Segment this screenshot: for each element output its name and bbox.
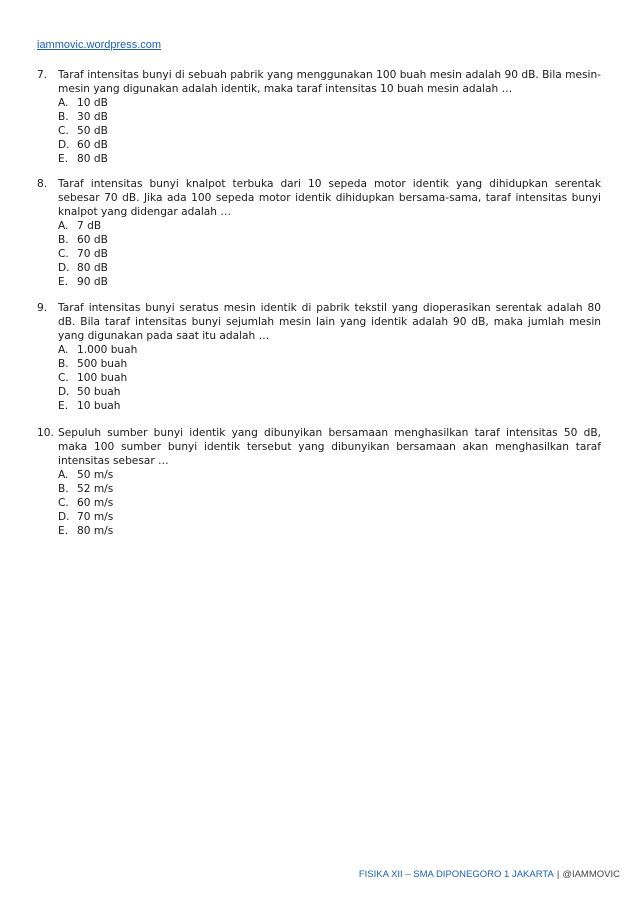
- option-text: 50 m/s: [77, 469, 114, 481]
- option-b: [58, 482, 601, 496]
- question-text: Taraf intensitas bunyi knalpot terbuka dari 10 sepeda motor identik yang dihidupkan serentak sebesar 70 dB. Jika ada 100 sepeda motor identik dihidupkan bersama-sama, taraf intensitas bunyi knalpot yang didengar adalah …: [58, 178, 601, 218]
- option-a: [58, 468, 601, 482]
- option-letter: B.: [58, 234, 69, 246]
- option-text: 80 m/s: [77, 525, 114, 537]
- option-list: [58, 468, 601, 538]
- question-7: [37, 68, 601, 166]
- option-text: 30 dB: [77, 111, 108, 123]
- option-text: 80 dB: [77, 153, 108, 165]
- option-text: 50 dB: [77, 125, 108, 137]
- option-e: [58, 152, 601, 166]
- option-letter: A.: [58, 469, 69, 481]
- option-list: [58, 219, 601, 289]
- option-text: 10 dB: [77, 97, 108, 109]
- option-letter: A.: [58, 344, 69, 356]
- option-c: [58, 247, 601, 261]
- option-list: [58, 343, 601, 413]
- option-c: [58, 496, 601, 510]
- option-e: [58, 275, 601, 289]
- option-text: 10 buah: [77, 400, 121, 412]
- site-link[interactable]: iammovic.wordpress.com: [37, 39, 162, 51]
- page-footer: [359, 869, 620, 880]
- option-text: 100 buah: [77, 372, 128, 384]
- option-letter: C.: [58, 497, 69, 509]
- option-b: [58, 110, 601, 124]
- option-text: 60 dB: [77, 234, 108, 246]
- option-a: [58, 96, 601, 110]
- option-letter: A.: [58, 220, 69, 232]
- option-text: 50 buah: [77, 386, 121, 398]
- option-letter: D.: [58, 262, 70, 274]
- option-text: 500 buah: [77, 358, 128, 370]
- question-text: Sepuluh sumber bunyi identik yang dibunyikan bersamaan menghasilkan taraf intensitas 50 dB, maka 100 sumber bunyi identik tersebut yang dibunyikan bersamaan akan menghasilkan taraf intensitas sebesar …: [58, 427, 601, 467]
- option-letter: C.: [58, 372, 69, 384]
- question-number: 8.: [37, 178, 48, 190]
- option-d: [58, 138, 601, 152]
- option-letter: B.: [58, 111, 69, 123]
- option-text: 70 m/s: [77, 511, 114, 523]
- option-letter: C.: [58, 248, 69, 260]
- option-list: [58, 96, 601, 166]
- option-letter: A.: [58, 97, 69, 109]
- option-c: [58, 371, 601, 385]
- option-letter: D.: [58, 511, 70, 523]
- footer-course: FISIKA XII – SMA DIPONEGORO 1 JAKARTA: [358, 869, 554, 880]
- option-letter: C.: [58, 125, 69, 137]
- option-d: [58, 385, 601, 399]
- question-number: 10.: [37, 427, 54, 439]
- option-text: 90 dB: [77, 276, 108, 288]
- option-e: [58, 524, 601, 538]
- option-text: 70 dB: [77, 248, 108, 260]
- question-text: Taraf intensitas bunyi seratus mesin identik di pabrik tekstil yang dioperasikan serentak adalah 80 dB. Bila taraf intensitas bunyi sejumlah mesin lain yang identik adalah 90 dB, maka jumlah mesin yang digunakan pada saat itu adalah …: [58, 302, 601, 342]
- option-text: 1.000 buah: [77, 344, 138, 356]
- option-b: [58, 233, 601, 247]
- option-text: 52 m/s: [77, 483, 114, 495]
- option-letter: D.: [58, 386, 70, 398]
- option-e: [58, 399, 601, 413]
- question-number: 7.: [37, 69, 48, 81]
- option-d: [58, 261, 601, 275]
- option-letter: E.: [58, 525, 69, 537]
- option-letter: B.: [58, 483, 69, 495]
- option-d: [58, 510, 601, 524]
- option-text: 60 dB: [77, 139, 108, 151]
- option-letter: E.: [58, 276, 69, 288]
- question-10: [37, 426, 601, 538]
- option-letter: B.: [58, 358, 69, 370]
- footer-handle: @IAMMOVIC: [562, 869, 620, 880]
- question-number: 9.: [37, 302, 48, 314]
- option-b: [58, 357, 601, 371]
- footer-separator: |: [556, 869, 560, 880]
- option-letter: E.: [58, 153, 69, 165]
- option-text: 60 m/s: [77, 497, 114, 509]
- option-a: [58, 219, 601, 233]
- question-8: [37, 177, 601, 289]
- option-text: 80 dB: [77, 262, 108, 274]
- option-a: [58, 343, 601, 357]
- option-letter: E.: [58, 400, 69, 412]
- option-text: 7 dB: [77, 220, 102, 232]
- option-c: [58, 124, 601, 138]
- question-9: [37, 301, 601, 413]
- option-letter: D.: [58, 139, 70, 151]
- question-text: Taraf intensitas bunyi di sebuah pabrik yang menggunakan 100 buah mesin adalah 90 dB. Bila mesin-mesin yang digunakan adalah identik, maka taraf intensitas 10 buah mesin adalah …: [58, 69, 601, 95]
